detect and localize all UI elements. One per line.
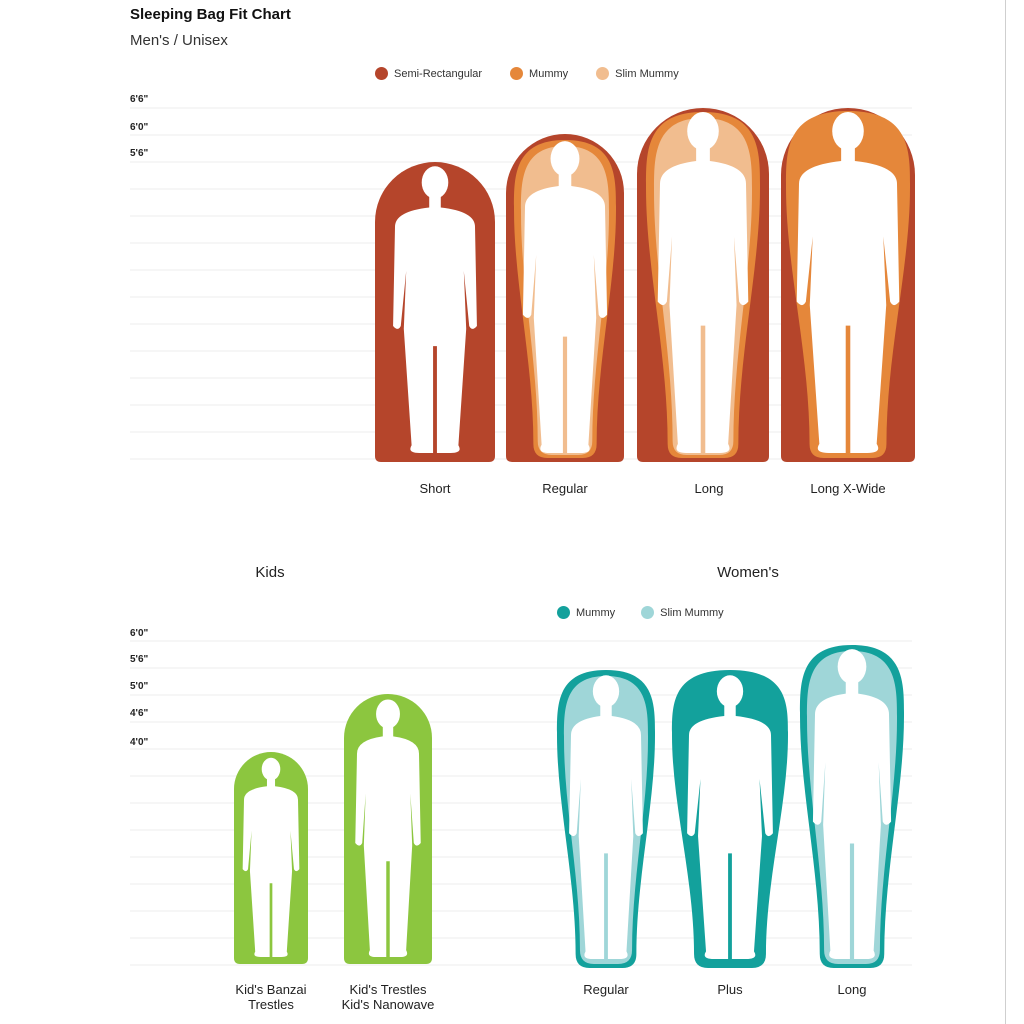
kids-height-tick: 4'0" [130,737,149,748]
womens-section-title: Women's [717,564,779,581]
person-kids-trestles-head [376,699,400,728]
mens-height-tick: 5'6" [130,148,149,159]
person-womens-long-head [838,649,867,684]
page-title: Sleeping Bag Fit Chart [130,6,291,23]
bag-label-long: Long [694,481,724,496]
bag-label-line: Kid's Trestles [349,982,427,997]
bag-label-long-x-wide: Long X-Wide [810,481,886,496]
kids-height-tick: 5'0" [130,681,149,692]
person-kids-banzai-head [262,758,281,781]
mens-height-tick: 6'0" [130,122,149,133]
bag-label-line: Kid's Nanowave [341,997,435,1012]
kids-height-tick: 5'6" [130,654,149,665]
person-regular-head [551,141,580,176]
bag-label-womens-plus: Plus [717,982,743,997]
page-subtitle: Men's / Unisex [130,32,228,49]
legend-label-womens-mummy: Mummy [576,606,616,619]
bag-label-womens-long: Long [837,982,867,997]
person-womens-regular-head [593,675,619,707]
bag-label-line: Trestles [248,997,294,1012]
bag-label-line: Kid's Banzai [235,982,307,997]
mens-height-tick: 6'6" [130,94,149,105]
person-long-x-wide-head [832,112,864,150]
kids-section-title: Kids [255,564,285,581]
legend-label-slim-mummy: Slim Mummy [615,67,679,80]
legend-label-womens-slim-mummy: Slim Mummy [660,606,724,619]
legend-label-semi-rectangular: Semi-Rectangular [394,67,483,80]
bag-label-regular: Regular [542,481,588,496]
kids-height-tick: 4'6" [130,708,149,719]
kids-height-tick: 6'0" [130,628,149,639]
person-long-head [687,112,719,150]
bag-label-womens-regular: Regular [583,982,629,997]
person-womens-plus-head [717,675,743,707]
bag-label-short: Short [419,481,451,496]
legend-label-mummy: Mummy [529,67,569,80]
person-short-head [422,166,449,198]
